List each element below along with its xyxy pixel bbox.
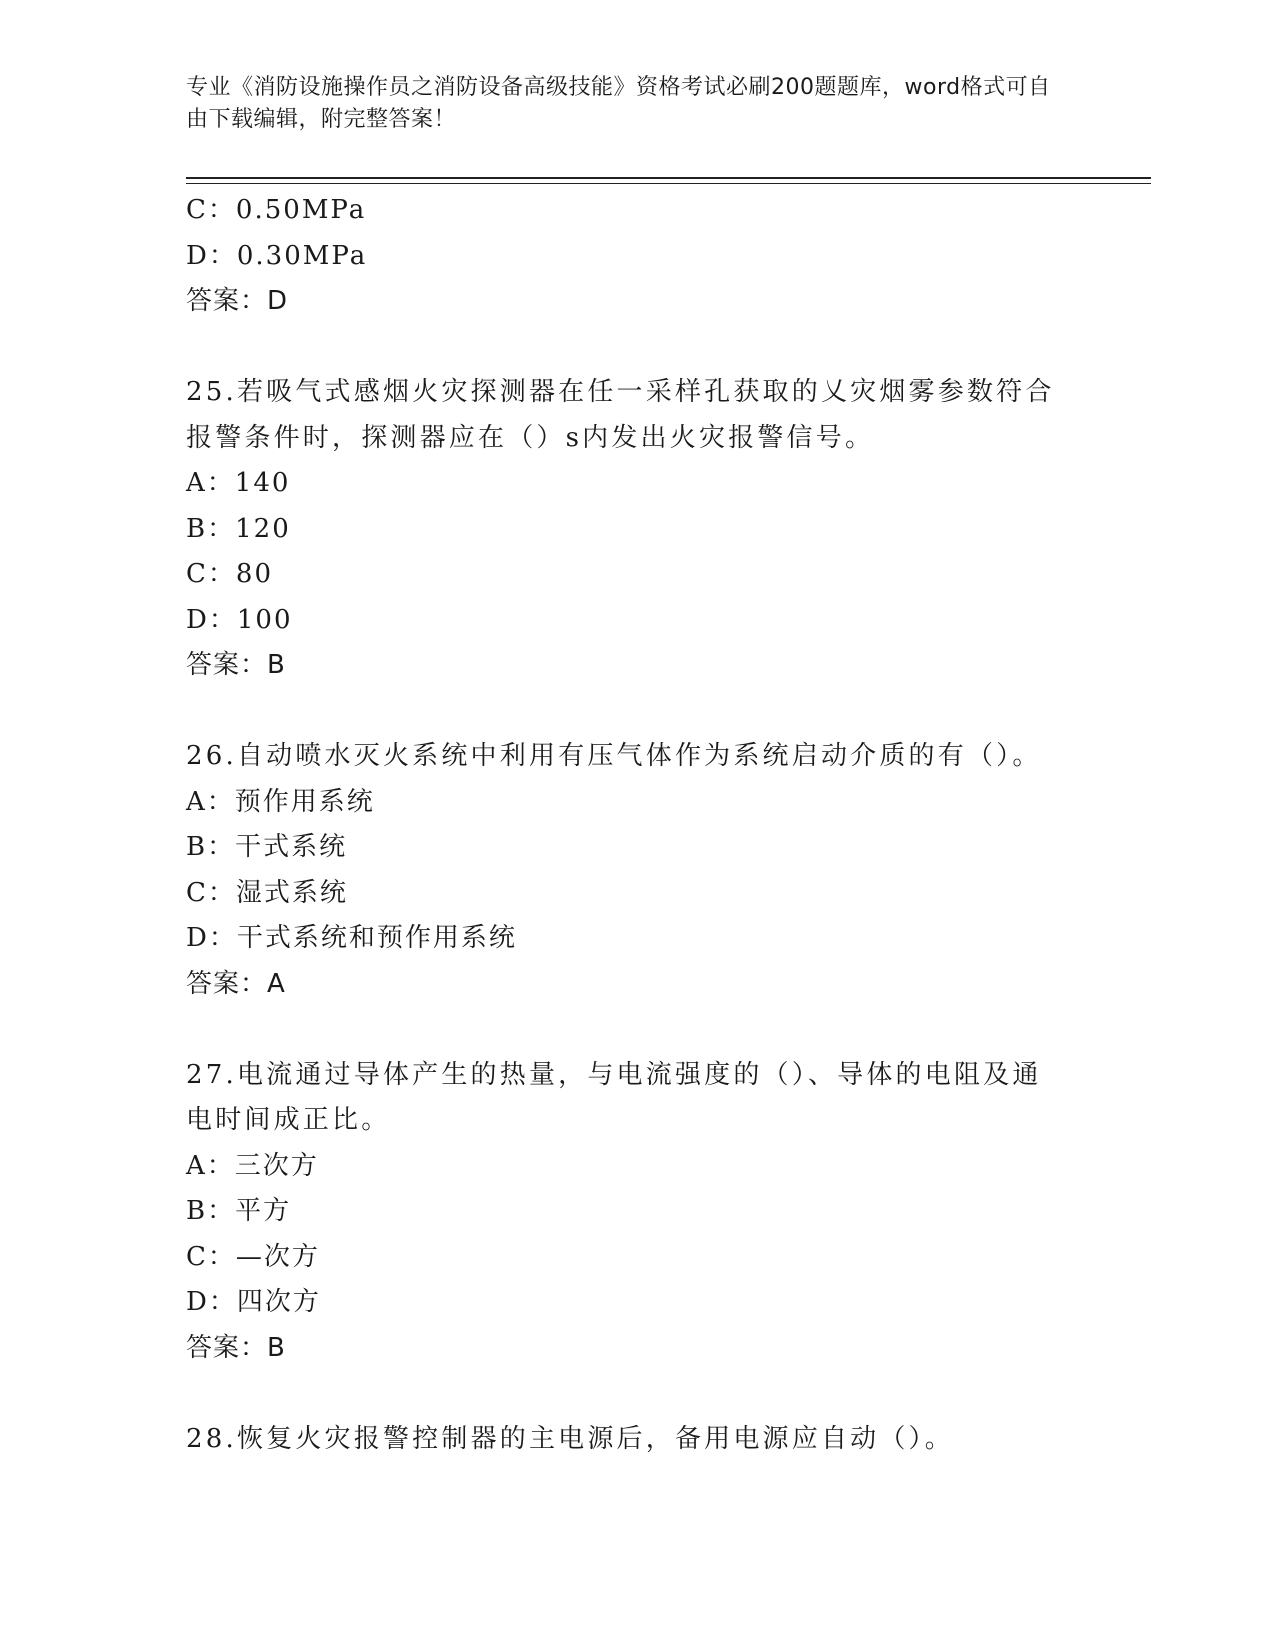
question-list	[186, 188, 1086, 1462]
answer-line: 答案：A	[186, 968, 286, 999]
option-c: C：—次方	[186, 1241, 320, 1272]
answer-line: 答案：D	[186, 286, 289, 316]
option-d: D：四次方	[186, 1287, 321, 1317]
option-c: C：0.50MPa	[186, 195, 367, 225]
answer-line: 答案：B	[186, 1332, 286, 1363]
option-c: C：80	[186, 559, 274, 589]
answer-line: 答案：B	[186, 650, 286, 680]
document-header: 专业《消防设施操作员之消防设备高级技能》资格考试必刷200题题库，word格式可自由下载编辑，附完整答案！	[186, 75, 1051, 132]
option-c: C：湿式系统	[186, 877, 348, 908]
option-d: D：0.30MPa	[186, 240, 368, 271]
option-d: D：100	[186, 604, 293, 635]
question-stem: 28.恢复火灾报警控制器的主电源后，备用电源应自动（）。	[186, 1423, 954, 1454]
question-stem: 27.电流通过导体产生的热量，与电流强度的（）、导体的电阻及通电时间成正比。	[186, 1059, 1042, 1135]
header-divider-thin	[186, 183, 1151, 184]
question-stem: 25.若吸气式感烟火灾探测器在任一采样孔获取的乂灾烟雾参数符合报警条件时，探测器应在（）s内发出火灾报警信号。	[186, 377, 1055, 453]
option-a: A：三次方	[186, 1150, 319, 1181]
option-d: D：干式系统和预作用系统	[186, 923, 517, 953]
option-b: B：干式系统	[186, 832, 348, 862]
option-a: A：140	[186, 468, 291, 498]
option-b: B：平方	[186, 1196, 292, 1226]
option-a: A：预作用系统	[186, 786, 375, 817]
option-b: B：120	[186, 513, 291, 544]
question-stem: 26.自动喷水灭火系统中利用有压气体作为系统启动介质的有（）。	[186, 741, 1042, 771]
header-divider	[186, 177, 1151, 179]
